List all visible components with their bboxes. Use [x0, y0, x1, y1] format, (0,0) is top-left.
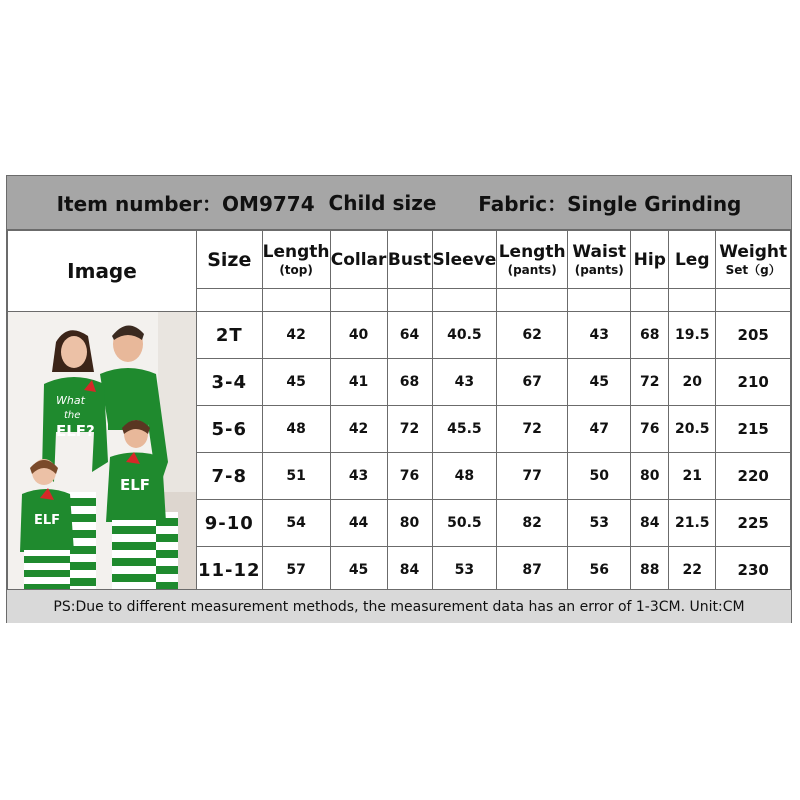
sleeve-cell: 53	[432, 547, 497, 594]
sleeve-cell: 45.5	[432, 406, 497, 453]
col-sleeve: Sleeve	[432, 231, 497, 289]
product-photo	[8, 312, 197, 594]
col-hip: Hip	[631, 231, 669, 289]
collar-cell: 45	[330, 547, 387, 594]
col-weight: Weight Set（g）	[716, 231, 791, 289]
sleeve-cell: 43	[432, 359, 497, 406]
weight-cell: 230	[716, 547, 791, 594]
measurement-note: PS:Due to different measurement methods, the measurement data has an error of 1-3CM. Unit:CM	[7, 589, 791, 623]
waist-cell: 43	[568, 312, 631, 359]
size-cell: 2T	[197, 312, 263, 359]
length-top-cell: 57	[262, 547, 330, 594]
collar-cell: 43	[330, 453, 387, 500]
length-top-cell: 54	[262, 500, 330, 547]
size-cell: 9-10	[197, 500, 263, 547]
col-collar: Collar	[330, 231, 387, 289]
waist-cell: 53	[568, 500, 631, 547]
leg-cell: 19.5	[669, 312, 716, 359]
length-pants-cell: 77	[497, 453, 568, 500]
bust-cell: 76	[387, 453, 432, 500]
leg-cell: 21	[669, 453, 716, 500]
col-leg: Leg	[669, 231, 716, 289]
hip-cell: 80	[631, 453, 669, 500]
waist-cell: 45	[568, 359, 631, 406]
chart-header	[7, 176, 791, 230]
hip-cell: 88	[631, 547, 669, 594]
bust-cell: 72	[387, 406, 432, 453]
leg-cell: 20	[669, 359, 716, 406]
length-top-cell: 42	[262, 312, 330, 359]
length-pants-cell: 67	[497, 359, 568, 406]
waist-cell: 50	[568, 453, 631, 500]
column-header-row	[8, 231, 791, 289]
leg-cell: 22	[669, 547, 716, 594]
col-bust: Bust	[387, 231, 432, 289]
item-number: Item number：OM9774	[56, 192, 315, 216]
collar-cell: 42	[330, 406, 387, 453]
col-image: Image	[8, 231, 197, 312]
weight-cell: 225	[716, 500, 791, 547]
sleeve-cell: 48	[432, 453, 497, 500]
col-length-pants: Length (pants)	[497, 231, 568, 289]
size-cell: 5-6	[197, 406, 263, 453]
svg-text:ELF?: ELF?	[56, 422, 95, 440]
bust-cell: 84	[387, 547, 432, 594]
size-table	[7, 230, 791, 594]
hip-cell: 76	[631, 406, 669, 453]
weight-cell: 210	[716, 359, 791, 406]
size-type: Child size	[328, 190, 437, 215]
length-pants-cell: 82	[497, 500, 568, 547]
collar-cell: 40	[330, 312, 387, 359]
bust-cell: 80	[387, 500, 432, 547]
collar-cell: 44	[330, 500, 387, 547]
weight-cell: 220	[716, 453, 791, 500]
svg-text:ELF: ELF	[120, 476, 151, 494]
length-top-cell: 45	[262, 359, 330, 406]
col-length-top: Length (top)	[262, 231, 330, 289]
bust-cell: 68	[387, 359, 432, 406]
waist-cell: 56	[568, 547, 631, 594]
length-pants-cell: 87	[497, 547, 568, 594]
sleeve-cell: 40.5	[432, 312, 497, 359]
weight-cell: 205	[716, 312, 791, 359]
fabric: Fabric：Single Grinding	[478, 192, 742, 216]
svg-text:ELF: ELF	[34, 513, 61, 528]
length-pants-cell: 72	[497, 406, 568, 453]
length-top-cell: 51	[262, 453, 330, 500]
leg-cell: 21.5	[669, 500, 716, 547]
svg-text:What: What	[56, 394, 85, 407]
weight-cell: 215	[716, 406, 791, 453]
hip-cell: 68	[631, 312, 669, 359]
length-top-cell: 48	[262, 406, 330, 453]
col-size: Size	[197, 231, 263, 289]
collar-cell: 41	[330, 359, 387, 406]
size-chart	[6, 175, 792, 623]
size-cell: 7-8	[197, 453, 263, 500]
waist-cell: 47	[568, 406, 631, 453]
svg-text:the: the	[64, 410, 81, 421]
size-cell: 3-4	[197, 359, 263, 406]
length-pants-cell: 62	[497, 312, 568, 359]
size-cell: 11-12	[197, 547, 263, 594]
hip-cell: 72	[631, 359, 669, 406]
col-waist: Waist (pants)	[568, 231, 631, 289]
leg-cell: 20.5	[669, 406, 716, 453]
table-row	[8, 312, 791, 359]
sleeve-cell: 50.5	[432, 500, 497, 547]
family-pajamas-photo	[8, 312, 196, 589]
hip-cell: 84	[631, 500, 669, 547]
bust-cell: 64	[387, 312, 432, 359]
